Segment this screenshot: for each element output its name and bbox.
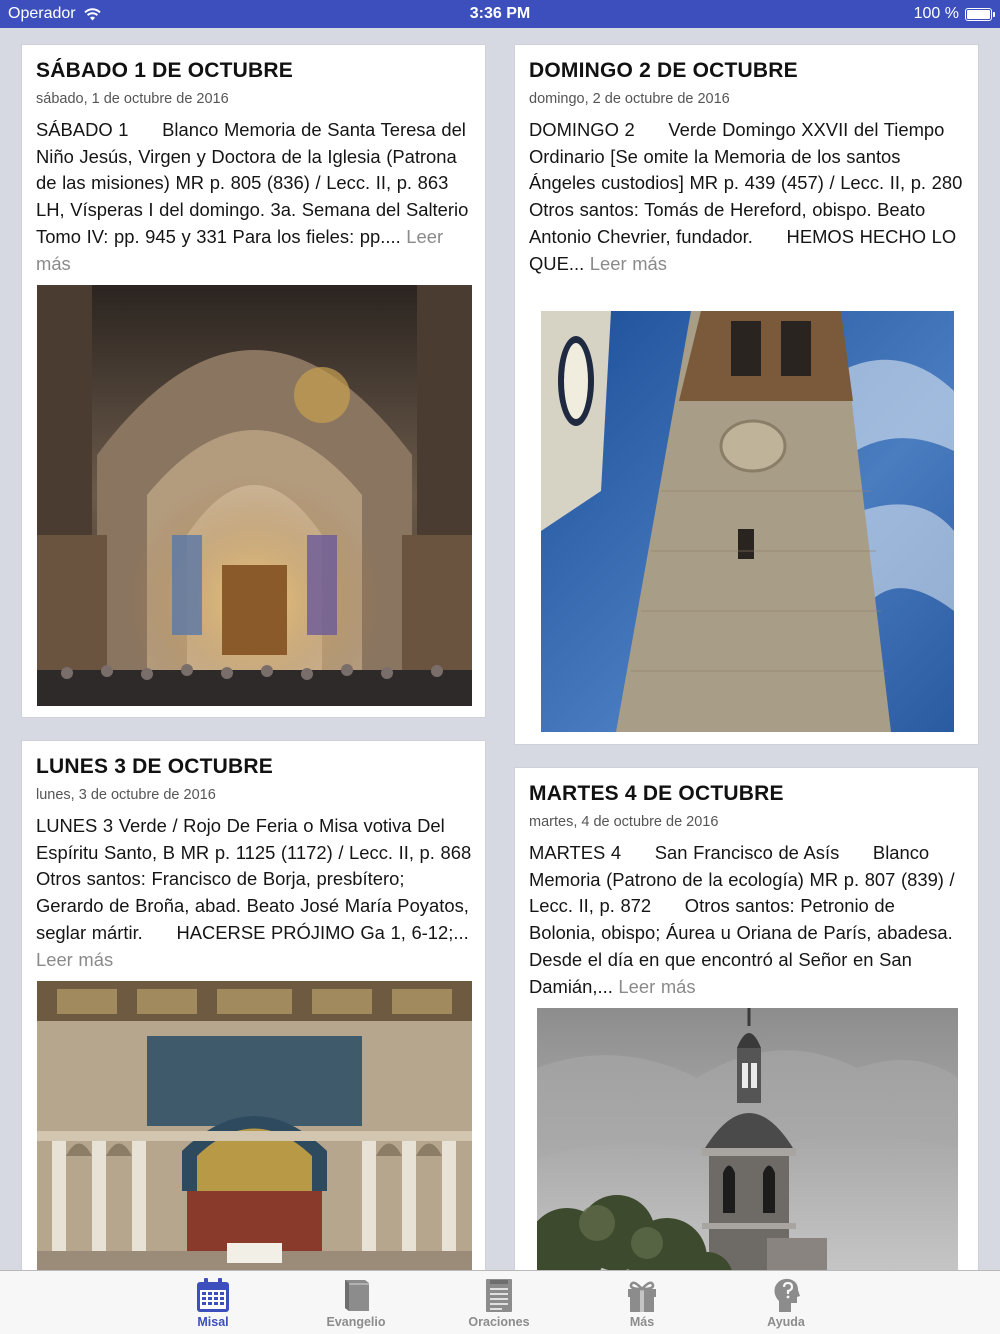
document-icon	[482, 1277, 516, 1313]
tab-label: Más	[629, 1315, 655, 1329]
card-title: SÁBADO 1 DE OCTUBRE	[36, 59, 293, 82]
cathedral-gothic-interior-image[interactable]	[37, 285, 472, 706]
card-summary: DOMINGO 2 Verde Domingo XXVII del Tiempo Ordinario [Se omite la Memoria de los santos Ángeles custodios] MR p. 439 (457) / Lecc. II, p. 280 Otros santos: Tomás de Hereford, obispo. Beato Antonio Chevrier, fundador. HEMOS HECHO LO QUE... Leer más	[529, 119, 996, 274]
day-card-domingo[interactable]	[514, 44, 996, 745]
clock: 3:36 PM	[469, 5, 531, 22]
card-date: domingo, 2 de octubre de 2016	[529, 91, 730, 107]
stone-bell-tower-image[interactable]	[541, 311, 954, 732]
help-head-icon	[769, 1277, 803, 1313]
tab-label: Oraciones	[468, 1315, 530, 1329]
card-title: MARTES 4 DE OCTUBRE	[529, 782, 784, 805]
church-tower-cloudy-image[interactable]	[537, 1008, 958, 1288]
calendar-icon	[196, 1277, 230, 1313]
day-card-sabado[interactable]	[21, 44, 486, 718]
card-date: martes, 4 de octubre de 2016	[529, 814, 719, 830]
tab-label: Ayuda	[767, 1315, 805, 1329]
tab-label: Evangelio	[326, 1315, 386, 1329]
book-icon	[339, 1277, 373, 1313]
read-more-link[interactable]: Leer más	[589, 252, 667, 274]
tab-misal[interactable]	[153, 1271, 273, 1334]
card-date: sábado, 1 de octubre de 2016	[36, 91, 229, 107]
card-summary: SÁBADO 1 Blanco Memoria de Santa Teresa del Niño Jesús, Virgen y Doctora de la Iglesia (Patrona de las misiones) MR p. 805 (836) / Lecc. II, p. 863 LH, Vísperas I del domingo. 3a. Semana del Salterio Tomo IV: pp. 945 y 331 Para los fieles: pp.... Leer más	[36, 119, 474, 274]
card-date: lunes, 3 de octubre de 2016	[36, 787, 216, 803]
tab-bar	[0, 1270, 1000, 1334]
gift-icon	[625, 1277, 659, 1313]
status-bar	[0, 0, 1000, 28]
day-card-martes[interactable]	[514, 767, 987, 1300]
read-more-link[interactable]: Leer más	[36, 225, 449, 274]
carrier-label: Operador	[8, 5, 76, 22]
basilica-interior-image[interactable]	[37, 981, 472, 1281]
tab-mas[interactable]	[582, 1271, 702, 1334]
tab-ayuda[interactable]	[726, 1271, 846, 1334]
card-summary: MARTES 4 San Francisco de Asís Blanco Memoria (Patrono de la ecología) MR p. 807 (839) / Lecc. II, p. 872 Otros santos: Petronio de Bolonia, obispo; Áurea u Oriana de París, abadesa. Desde el día en que encontró al Señor en San Damián,... Leer más	[529, 842, 987, 997]
battery-icon	[965, 8, 992, 21]
card-title: LUNES 3 DE OCTUBRE	[36, 755, 273, 778]
card-summary: LUNES 3 Verde / Rojo De Feria o Misa votiva Del Espíritu Santo, B MR p. 1125 (1172) / Lecc. II, p. 868 Otros santos: Francisco de Borja, presbítero; Gerardo de Broña, abad. Beato José María Poyatos, seglar mártir. HACERSE PRÓJIMO Ga 1, 6-12;... Leer más	[36, 815, 505, 970]
day-card-lunes[interactable]	[21, 740, 505, 1300]
tab-label: Misal	[197, 1315, 229, 1329]
tab-oraciones[interactable]	[439, 1271, 559, 1334]
tab-evangelio[interactable]	[296, 1271, 416, 1334]
read-more-link[interactable]: Leer más	[618, 975, 696, 997]
battery-percent: 100 %	[913, 5, 959, 22]
card-title: DOMINGO 2 DE OCTUBRE	[529, 59, 798, 82]
read-more-link[interactable]: Leer más	[36, 948, 114, 970]
